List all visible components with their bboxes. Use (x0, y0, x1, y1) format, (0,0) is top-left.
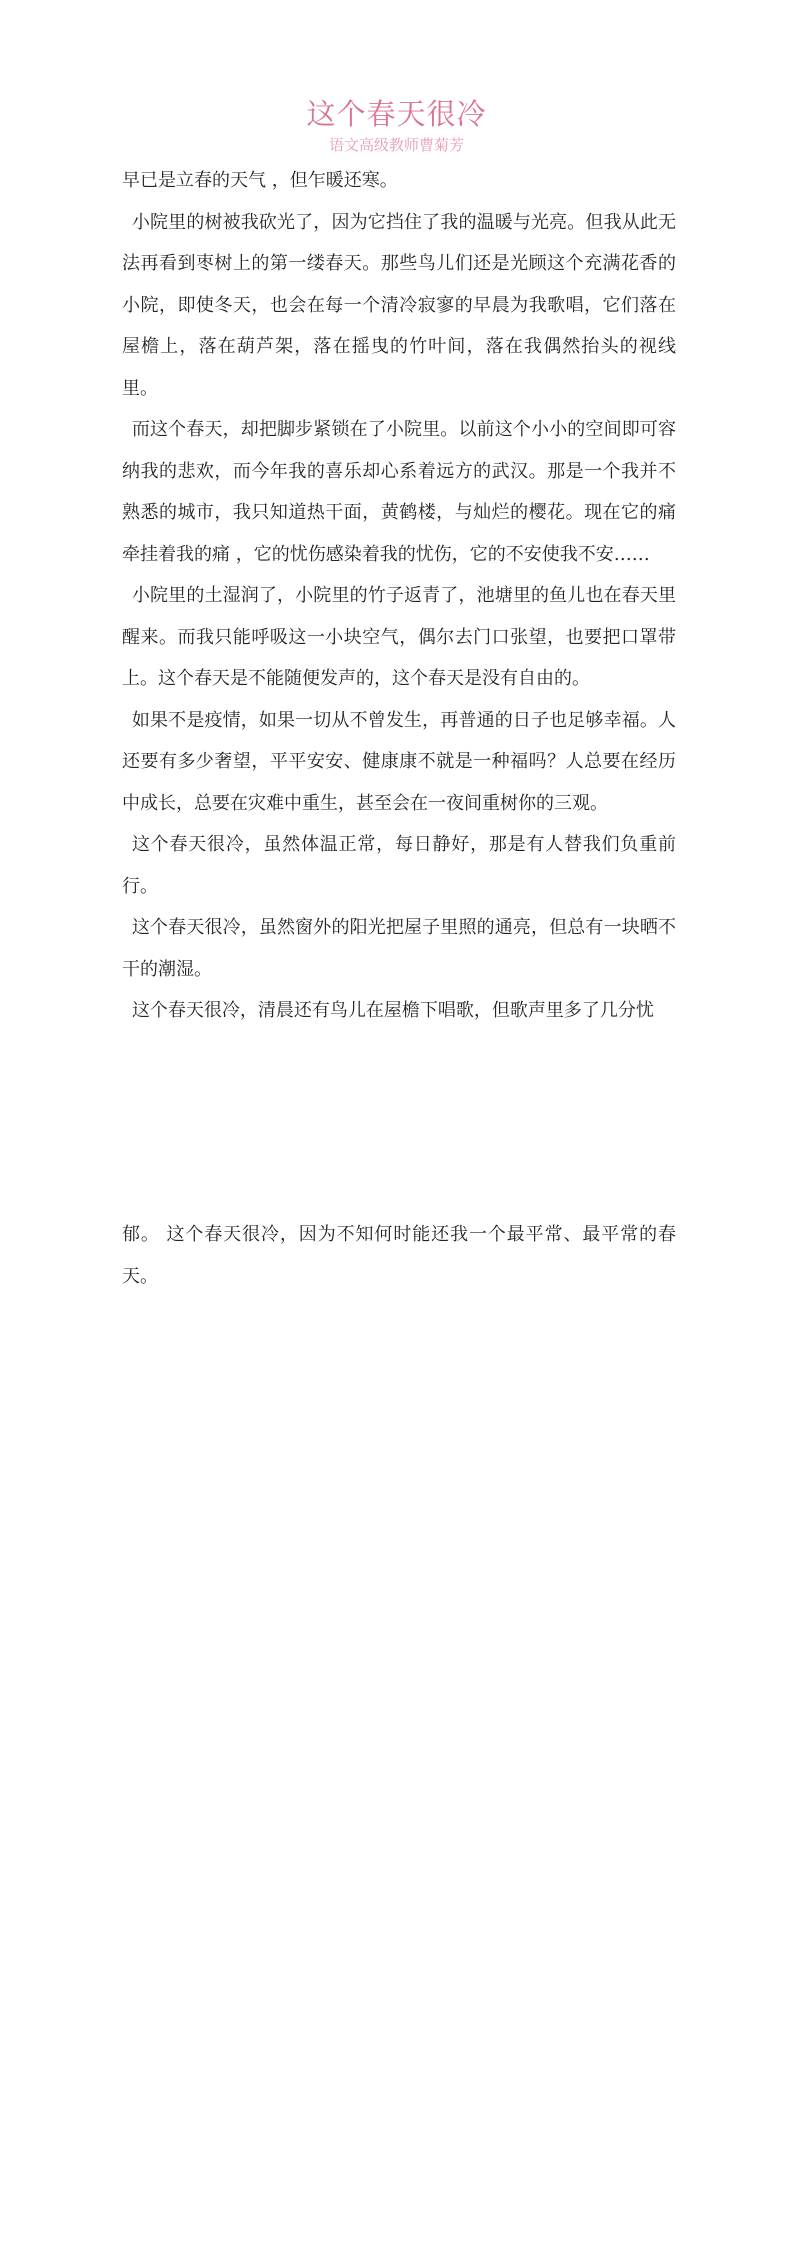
document-body (122, 160, 676, 1032)
paragraph: 这个春天很冷，清晨还有鸟儿在屋檐下唱歌，但歌声里多了几分忧 (131, 1000, 654, 1021)
paragraph: 早已是立春的天气 ，但乍暖还寒。 (122, 170, 398, 191)
document-body-continuation (122, 1214, 676, 1297)
paragraph: 如果不是疫情，如果一切从不曾发生，再普通的日子也足够幸福。人还要有多少奢望，平平安安、健康康不就是一种福吗？人总要在经历中成长，总要在灾难中重生，甚至会在一夜间重树你的三观。 (122, 709, 676, 814)
paragraph: 而这个春天，却把脚步紧锁在了小院里。以前这个小小的空间即可容纳我的悲欢，而今年我的喜乐却心系着远方的武汉。那是一个我并不熟悉的城市，我只知道热干面，黄鹤楼，与灿烂的樱花。现在它的痛牵挂着我的痛 ，它的忧伤感染着我的忧伤，它的不安使我不安…… (122, 419, 676, 565)
paragraph: 这个春天很冷，虽然体温正常，每日静好，那是有人替我们负重前行。 (122, 834, 676, 897)
document-author: 语文高级教师曹菊芳 (328, 136, 464, 154)
paragraph: 这个春天很冷，虽然窗外的阳光把屋子里照的通亮，但总有一块晒不干的潮湿。 (122, 917, 676, 980)
paragraph: 小院里的树被我砍光了，因为它挡住了我的温暖与光亮。但我从此无法再看到枣树上的第一缕春天。那些鸟儿们还是光顾这个充满花香的小院，即使冬天，也会在每一个清冷寂寥的早晨为我歌唱，它们落在屋檐上，落在葫芦架，落在摇曳的竹叶间，落在我偶然抬头的视线里。 (122, 211, 676, 399)
paragraph: 小院里的土湿润了，小院里的竹子返青了，池塘里的鱼儿也在春天里醒来。而我只能呼吸这一小块空气，偶尔去门口张望，也要把口罩带上。这个春天是不能随便发声的，这个春天是没有自由的。 (122, 585, 676, 689)
document-title: 这个春天很冷 (306, 97, 487, 131)
paragraph: 郁。 这个春天很冷，因为不知何时能还我一个最平常、最平常的春天。 (122, 1224, 676, 1287)
